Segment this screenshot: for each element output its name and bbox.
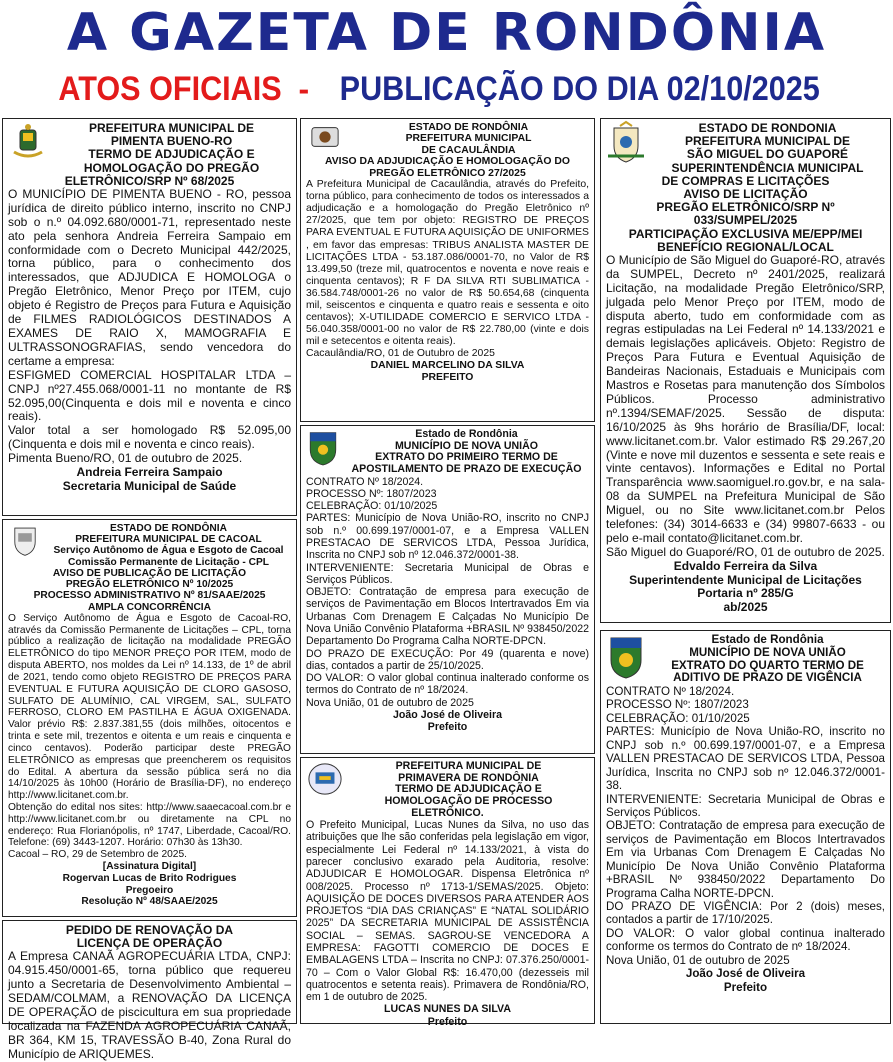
notice-signature: Edvaldo Ferreira da Silva Superintendente Municipal de Licitações Portaria nº 285/G ab/2025 <box>629 558 862 615</box>
nova-uniao-crest-icon <box>306 429 340 467</box>
section-dash: - <box>298 71 310 107</box>
notice-nova-uniao-apostilamento <box>300 425 595 754</box>
notice-primavera <box>300 757 595 1028</box>
notice-body: CONTRATO Nº 18/2024. PROCESSO Nº: 1807/2023 CELEBRAÇÃO: 01/10/2025 PARTES: Município de Nova União-RO, inscrito no CNPJ sob n.º 00.699.197/0001-07, e a Empresa VALLEN PRESTACAO DE SERVICOS LTDA, Pessoa Jurídica, Inscrita no CNPJ sob nº 12.046.372/0001-38. INTERVENIENTE: Secretaria Municipal de Obras e Serviços Públicos. OBJETO: Contratação de empresa para execução de serviços de Pavimentação em Blocos Intertravados Em via Urbanas Com Drenagem E Calçadas No Município De Nova União Convênio Plataforma +BRASIL Nº 938450/2022 Departamento Do Programa Calha NORTE-DPCN. DO PRAZO DE EXECUÇÃO: Por 49 (quarenta e nove) dias, contados a partir de 25/10/2025. DO VALOR: O valor global continua inalterado conforme os termos do Contrato de nº 18/2024. Nova União, 01 de outubro de 2025 <box>306 475 589 709</box>
notice-signature: [Assinatura Digital] Rogervan Lucas de Brito Rodrigues Pregoeiro Resolução Nº 48/SAAE/2025 <box>62 861 237 908</box>
sao-miguel-crest-icon <box>606 122 646 166</box>
cacoal-crest-icon <box>8 523 42 557</box>
notice-header: ESTADO DE RONDONIA PREFEITURA MUNICIPAL DE SÃO MIGUEL DO GUAPORÉ SUPERINTENDÊNCIA MUNICIPAL DE COMPRAS E LICITAÇÕES AVISO DE LICITAÇÃO PREGÃO ELETRÔNICO/SRP Nº 033/SUMPEL/2025 PARTICIPAÇÃO EXCLUSIVA ME/EPP/MEI BENEFÍCIO REGIONAL/LOCAL <box>628 121 864 254</box>
notice-header: ESTADO DE RONDÔNIA PREFEITURA MUNICIPAL DE CACAULÂNDIA AVISO DA ADJUDICAÇÃO E HOMOLOGAÇÃO DO PREGÃO ELETRÔNICO 27/2025 <box>325 122 570 179</box>
notice-licenca-operacao <box>2 920 297 1061</box>
notice-body: O Serviço Autônomo de Água e Esgoto de Cacoal-RO, através da Comissão Permanente de Licitações – CPL, torna público a realização de licitação na modalidade PREGÃO ELETRÔNICO do tipo MENOR PREÇO POR ITEM, modo de disputa ABERTO, nos moldes da Lei nº 14.133, de 1º de abril de 2021, tendo como objeto REGISTRO DE PREÇOS PARA EVENTUAL E FUTURA AQUISIÇÃO DE CLORO GASOSO, SULFATO DE ALUMÍNIO, CAL VIRGEM, SAL, SULFATO FERROSO, CLORO EM PASTILHA E ÁGUA OXIGENADA. Valor prévio R$: 2.837.381,55 (dois milhões, oitocentos e trinta e sete mil, trezentos e oitenta e um reais e cinquenta e cinco centavos). Poderão participar deste PREGÃO ELETRÔNICO as empresas que preencherem os requisitos do Edital. A abertura da sessão pública será no dia 14/10/2025 às 10h00 (Horário de Brasília-DF), no endereço http://www.licitanet.com.br. Obtenção do edital nos sites: http://www.saaecacoal.com.br e http://www.licitanet.com.br ou diretamente na CPL no endereço: Rua Florianópolis, nº 1747, Liberdade, Cacoal/RO. Telefone: (69) 3443-1207. Horário: 07h30 às 13h30. Cacoal – RO, 29 de Setembro de 2025. <box>8 612 291 861</box>
notice-header: Estado de Rondônia MUNICÍPIO DE NOVA UNIÃO EXTRATO DO PRIMEIRO TERMO DE APOSTILAMENTO DE PRAZO DE EXECUÇÃO <box>351 428 582 475</box>
notice-signature: João José de Oliveira Prefeito <box>685 967 806 994</box>
notice-signature: DANIEL MARCELINO DA SILVA PREFEITO <box>370 360 525 384</box>
notice-header: PREFEITURA MUNICIPAL DE PRIMAVERA DE RONDÔNIA TERMO DE ADJUDICAÇÃO E HOMOLOGAÇÃO DE PROCESSO ELETRÔNICO. <box>384 760 553 819</box>
notice-nova-uniao-aditivo <box>600 630 891 1024</box>
notice-pimenta-bueno <box>2 118 297 516</box>
primavera-crest-icon <box>306 761 344 797</box>
notice-body: O MUNICÍPIO DE PIMENTA BUENO - RO, pessoa jurídica de direito público interno, inscrito no CNPJ sob o n.º 04.092.680/0001-71, representado neste ato pela senhora Andreia Ferreira Sampaio em conformidade com o Decreto Municipal 442/2025, torna público, para o conhecimento dos interessados, que ADJUDICA E HOMOLOGA o Pregão Eletrônico, Menor Preço por ITEM, cujo objeto é Registro de Preços para Futura e Aquisição de FILMES RADIOLÓGICOS DESTINADOS A EXAMES DE RAIO X, MAMOGRAFIA E ULTRASSONOGRAFIAS, sendo vencedora do certame a empresa: ESFIGMED COMERCIAL HOSPITALAR LTDA – CNPJ nº27.455.068/0001-11 no montante de R$ 52.095,00(Cinquenta e dois mil e noventa e cinco reais). Valor total a ser homologado R$ 52.095,00 (Cinquenta e dois mil e noventa e cinco reais). Pimenta Bueno/RO, 01 de outubro de 2025. <box>8 186 291 466</box>
publication-date: PUBLICAÇÃO DO DIA 02/10/2025 <box>339 70 820 108</box>
notice-signature: Andreia Ferreira Sampaio Secretaria Municipal de Saúde <box>62 465 237 493</box>
notice-body: O Prefeito Municipal, Lucas Nunes da Silva, no uso das atribuições que lhe são conferidas pela legislação em vigor, especialmente Lei Federal nº 14.133/2021, à vista do parecer conclusivo exarado pela Auditoria, resolve: ADJUDICAR E HOMOLOGAR. Dispensa Eletrônica nº 008/2025. Processo nº 1713-1/SEMAS/2025. Objeto: AQUISIÇÃO DE DOCES DIVERSOS PARA ATENDER AOS PROJETOS “DIA DAS CRIANÇAS” E “NATAL SOLIDÁRIO 2025” DA SECRETARIA MUNICIPAL DE ASSISTÊNCIA SOCIAL – SEMAS. SAGROU-SE VENCEDORA A EMPRESA: FAGOTTI COMERCIO DE DOCES E EMBALAGENS LTDA – Inscrita no CNPJ: 07.376.250/0001-70 – Com o Valor Global R$: 16.470,00 (dezesseis mil quatrocentos e setenta reais). Primavera de Rondônia/RO, em 1 de outubro de 2025. <box>306 819 589 1004</box>
masthead-subtitle <box>0 66 893 112</box>
notice-header: PEDIDO DE RENOVAÇÃO DA LICENÇA DE OPERAÇÃO <box>65 923 234 951</box>
notice-header: PREFEITURA MUNICIPAL DE PIMENTA BUENO-RO TERMO DE ADJUDICAÇÃO E HOMOLOGAÇÃO DO PREGÃO ELETRÔNICO/SRP Nº 68/2025 <box>64 121 260 188</box>
notice-signature: João José de Oliveira Prefeito <box>393 708 502 734</box>
cacaulandia-crest-icon <box>306 122 344 152</box>
notice-body: CONTRATO Nº 18/2024. PROCESSO Nº: 1807/2023 CELEBRAÇÃO: 01/10/2025 PARTES: Município de Nova União-RO, inscrito no CNPJ sob n.º 00.699.197/0001-07, e a Empresa VALLEN PRESTACAO DE SERVICOS LTDA, Pessoa Jurídica, Inscrita no CNPJ sob nº 12.046.372/0001-38. INTERVENIENTE: Secretaria Municipal de Obras e Serviços Públicos. OBJETO: Contratação de empresa para execução de serviços de Pavimentação em Blocos Intertravados Em via Urbanas Com Drenagem E Calçadas No Município De Nova União Convênio Plataforma +BRASIL Nº 938450/2022 Departamento Do Programa Calha NORTE-DPCN. DO PRAZO DE VIGÊNCIA: Por 2 (dois) meses, contados a partir de 17/10/2025. DO VALOR: O valor global continua inalterado conforme os termos do Contrato de nº 18/2024. Nova União, 01 de outubro de 2025 <box>606 685 885 967</box>
pimenta-bueno-crest-icon <box>8 122 48 162</box>
notice-signature: LUCAS NUNES DA SILVA Prefeito <box>384 1003 511 1028</box>
notice-sao-miguel <box>600 118 891 623</box>
notice-body: O Município de São Miguel do Guaporé-RO, através da SUMPEL, Decreto nº 2401/2025, realizará Licitação, na modalidade Pregão Eletrônico/SRP, julgada pelo Menor Preço por ITEM, modo de disputa aberto, tudo em conformidade com as regras estipuladas na Lei Federal nº 14.133/2021 e demais legislações aplicáveis. Objeto: Registro de Preços Para Futura e Eventual Aquisição de Bandeiras Nacionais, Estaduais e Municipais com Mastros e Rosetas para manutenção dos Símbolos Públicos. Processo administrativo nº.1394/SEMAF/2025. Sessão de disputa: 16/10/2025 às 9hs horário de Brasília/DF, local: www.licitanet.com.br. Valor estimado R$ 29.267,20 (Vinte e nove mil duzentos e sessenta e sete reais e vinte centavos). Informações e Edital no Portal Transparência www.saomiguel.ro.gov.br, e na sala-08 da SUMPEL na Prefeitura Municipal de São Miguel, ou no Site www.licitanet.com.br Pelos telefones: (34) 3014-6633 e (34) 99807-6633 - ou pelo e-mail contato@licitanet.com.br. São Miguel do Guaporé/RO, 01 de outubro de 2025. <box>606 252 885 559</box>
notice-header: ESTADO DE RONDÔNIA PREFEITURA MUNICIPAL DE CACOAL Serviço Autônomo de Água e Esgoto de Cacoal Comissão Permanente de Licitação - CPL AVISO DE PUBLICAÇÃO DE LICITAÇÃO PREGÃO ELETRÔNICO Nº 10/2025 PROCESSO ADMINISTRATIVO Nº 81/SAAE/2025 AMPLA CONCORRÊNCIA <box>33 523 284 613</box>
notice-cacaulandia <box>300 118 595 422</box>
section-label: ATOS OFICIAIS <box>58 70 283 108</box>
notice-header: Estado de Rondônia MUNICÍPIO DE NOVA UNIÃO EXTRATO DO QUARTO TERMO DE ADITIVO DE PRAZO DE VIGÊNCIA <box>671 633 864 685</box>
notice-body: A Empresa CANAÃ AGROPECUÁRIA LTDA, CNPJ: 04.915.450/0001-65, torna público que requereu junto a Secretaria de Desenvolvimento Ambiental – SEDAM/COLMAM, a RENOVAÇÃO DA LICENÇA DE OPERAÇÃO de piscicultura em sua propriedade localizada na FAZENDA AGROPECUÁRIA CANAÃ, BR 364, KM 15, TRAVESSÃO B-40, Zona Rural do Município de ARIQUEMES. <box>8 949 291 1061</box>
masthead-title: A GAZETA DE RONDÔNIA <box>66 3 827 63</box>
notice-body: A Prefeitura Municipal de Cacaulândia, através do Prefeito, torna público, para conhecimento de todos os interessados a adjudicação e a homologação do Pregão Eletrônico nº 27/2025, que tem por objeto: REGISTRO DE PREÇOS PARA EVENTUAL E FUTURA AQUISIÇÃO DE UNIFORMES , em favor das empresas: TRIBUS ANALISTA MASTER DE LICITAÇÕES LTDA - 53.187.086/0001-70, no Valor de R$ 13.499,50 (treze mil, quatrocentos e noventa e nove reais e cinquenta centavos); R F DA SILVA RTI SUBLIMATICA - 36.584.748/0001-26 no valor de R$ 50.654,68 (cinquenta mil, seiscentos e cinquenta e quatro reais e sessenta e oito centavos); X-UTILIDADE COMERCIO E SERVICO LTDA - 56.040.358/0001-00 no valor de R$ 22.780,00 (vinte e dois mil e setecentos e oitenta reais). Cacaulândia/RO, 01 de Outubro de 2025 <box>306 179 589 360</box>
notice-cacoal <box>2 519 297 917</box>
nova-uniao-crest-icon <box>606 634 646 680</box>
